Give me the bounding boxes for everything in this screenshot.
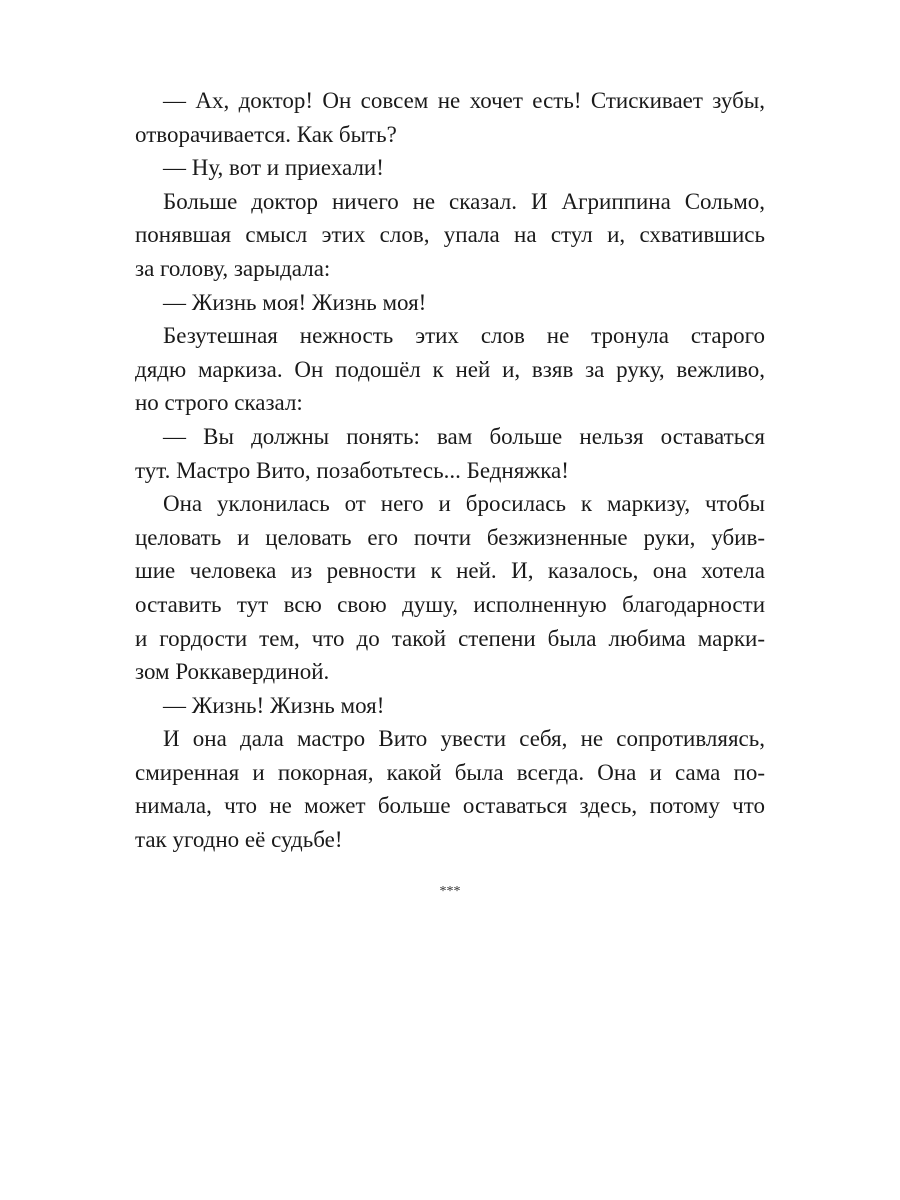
- text-line: Безутешная нежность этих слов не тронула старого: [163, 323, 765, 349]
- paragraph: [135, 722, 765, 856]
- section-separator: ***: [439, 884, 461, 899]
- text-line: — Ах, доктор! Он совсем не хочет есть! Стискивает зубы,: [163, 88, 765, 113]
- text-line: так угодно её судьбе!: [135, 827, 343, 853]
- text-line: И она дала мастро Вито увести себя, не сопротивляясь,: [163, 726, 765, 752]
- text-line: но строго сказал:: [135, 390, 303, 416]
- paragraph: [135, 420, 765, 487]
- paragraph: [135, 84, 765, 151]
- text-line: тут. Мастро Вито, позаботьтесь... Бедняжка!: [135, 457, 569, 483]
- text-line: Она уклонилась от него и бросилась к маркизу, чтобы: [163, 491, 765, 517]
- page-body: [135, 84, 765, 857]
- text-line: смиренная и покорная, какой была всегда. Она и сама по-: [135, 759, 765, 785]
- paragraph: [135, 286, 765, 320]
- text-line: — Ну, вот и приехали!: [163, 155, 384, 181]
- paragraph: [135, 319, 765, 420]
- paragraph: [135, 151, 765, 185]
- text-line: Больше доктор ничего не сказал. И Агриппина Сольмо,: [163, 188, 765, 214]
- text-line: дядю маркиза. Он подошёл к ней и, взяв за руку, вежливо,: [135, 356, 765, 382]
- text-line: — Жизнь моя! Жизнь моя!: [163, 289, 427, 315]
- text-line: и гордости тем, что до такой степени была любима марки-: [135, 625, 765, 651]
- paragraph: [135, 185, 765, 286]
- text-line: шие человека из ревности к ней. И, казалось, она хотела: [135, 558, 765, 584]
- text-line: нимала, что не может больше оставаться здесь, потому что: [135, 793, 765, 819]
- text-line: понявшая смысл этих слов, упала на стул и, схватившись: [135, 222, 765, 248]
- text-line: оставить тут всю свою душу, исполненную благодарности: [135, 591, 765, 617]
- paragraph: [135, 487, 765, 689]
- text-line: — Жизнь! Жизнь моя!: [163, 692, 385, 718]
- paragraph: [135, 689, 765, 723]
- text-line: — Вы должны понять: вам больше нельзя оставаться: [163, 423, 765, 449]
- text-line: отворачивается. Как быть?: [135, 121, 397, 147]
- text-line: целовать и целовать его почти безжизненные руки, убив-: [135, 524, 765, 550]
- text-line: зом Роккавердиной.: [135, 659, 330, 685]
- text-line: за голову, зарыдала:: [135, 255, 331, 281]
